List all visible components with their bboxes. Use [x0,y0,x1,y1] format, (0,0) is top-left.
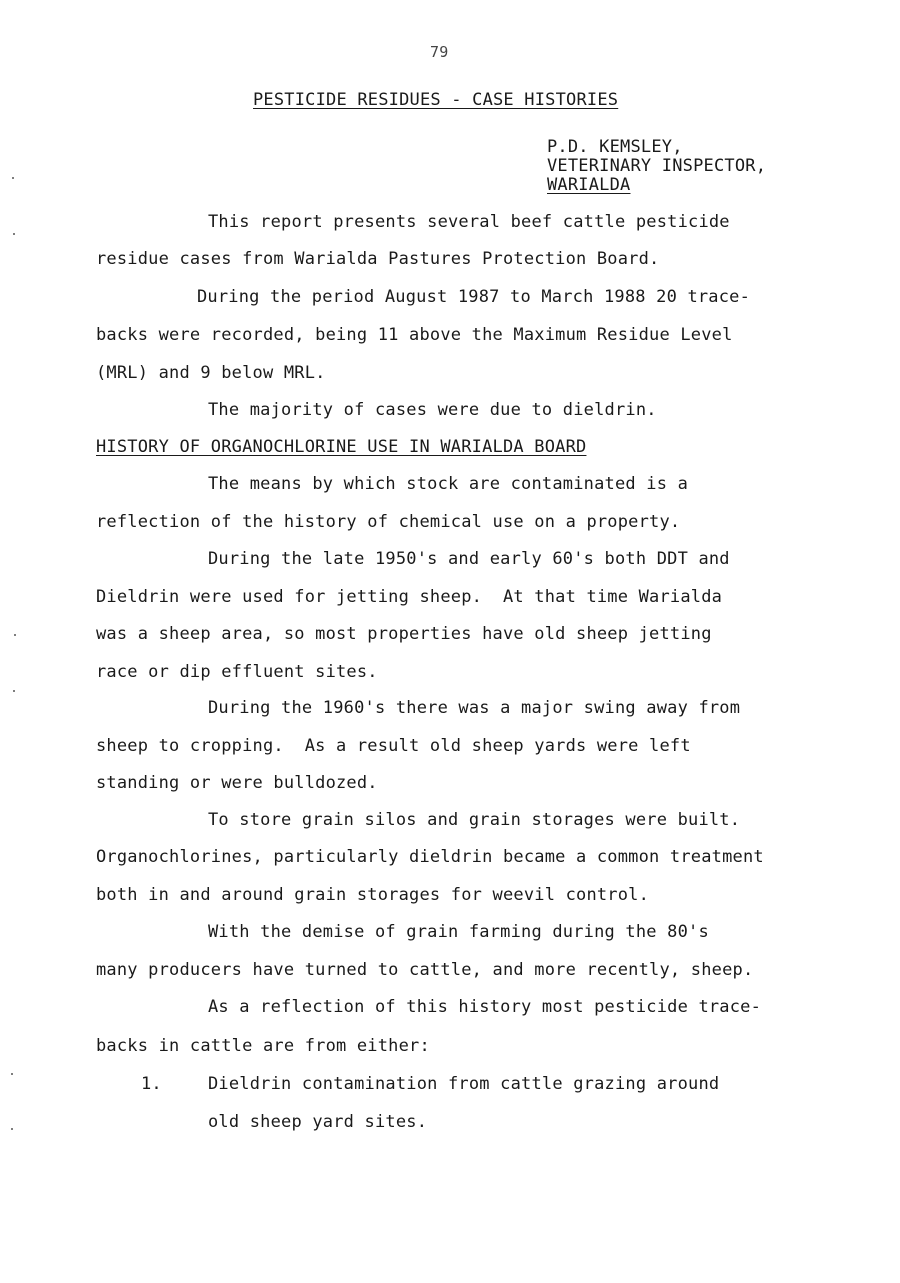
paragraph-line: reflection of the history of chemical use on a property. [96,512,681,532]
list-item-line: Dieldrin contamination from cattle grazing around [208,1074,720,1094]
paragraph-line: backs were recorded, being 11 above the Maximum Residue Level [96,325,733,345]
section-heading: HISTORY OF ORGANOCHLORINE USE IN WARIALDA BOARD [96,437,587,457]
scan-speck [14,634,16,636]
paragraph-line: Dieldrin were used for jetting sheep. At that time Warialda [96,587,723,607]
paragraph-line: During the 1960's there was a major swing away from [208,698,741,718]
paragraph-line: This report presents several beef cattle pesticide [208,212,730,232]
paragraph-line: With the demise of grain farming during the 80's [208,922,709,942]
page-title: PESTICIDE RESIDUES - CASE HISTORIES [253,90,619,110]
paragraph-line: The majority of cases were due to dieldrin. [208,400,657,420]
scan-speck [11,1073,13,1075]
list-item-line: old sheep yard sites. [208,1112,428,1132]
paragraph-line: Organochlorines, particularly dieldrin became a common treatment [96,847,764,867]
author-location: WARIALDA [547,175,631,195]
author-name: P.D. KEMSLEY, [547,137,683,157]
paragraph-line: many producers have turned to cattle, and more recently, sheep. [96,960,754,980]
author-position: VETERINARY INSPECTOR, [547,156,767,176]
paragraph-line: During the late 1950's and early 60's both DDT and [208,549,730,569]
page-number: 79 [430,43,449,61]
scan-speck [13,233,15,235]
paragraph-line: standing or were bulldozed. [96,773,378,793]
paragraph-line: sheep to cropping. As a result old sheep yards were left [96,736,691,756]
paragraph-line: backs in cattle are from either: [96,1036,430,1056]
paragraph-line: race or dip effluent sites. [96,662,378,682]
paragraph-line: residue cases from Warialda Pastures Protection Board. [96,249,660,269]
list-marker: 1. [141,1074,162,1094]
scan-speck [12,177,14,179]
scan-speck [11,1128,13,1130]
paragraph-line: (MRL) and 9 below MRL. [96,363,326,383]
paragraph-line: During the period August 1987 to March 1988 20 trace- [197,287,751,307]
paragraph-line: was a sheep area, so most properties have old sheep jetting [96,624,712,644]
paragraph-line: As a reflection of this history most pesticide trace- [208,997,762,1017]
paragraph-line: The means by which stock are contaminated is a [208,474,689,494]
paragraph-line: both in and around grain storages for weevil control. [96,885,650,905]
paragraph-line: To store grain silos and grain storages were built. [208,810,741,830]
scan-speck [13,690,15,692]
